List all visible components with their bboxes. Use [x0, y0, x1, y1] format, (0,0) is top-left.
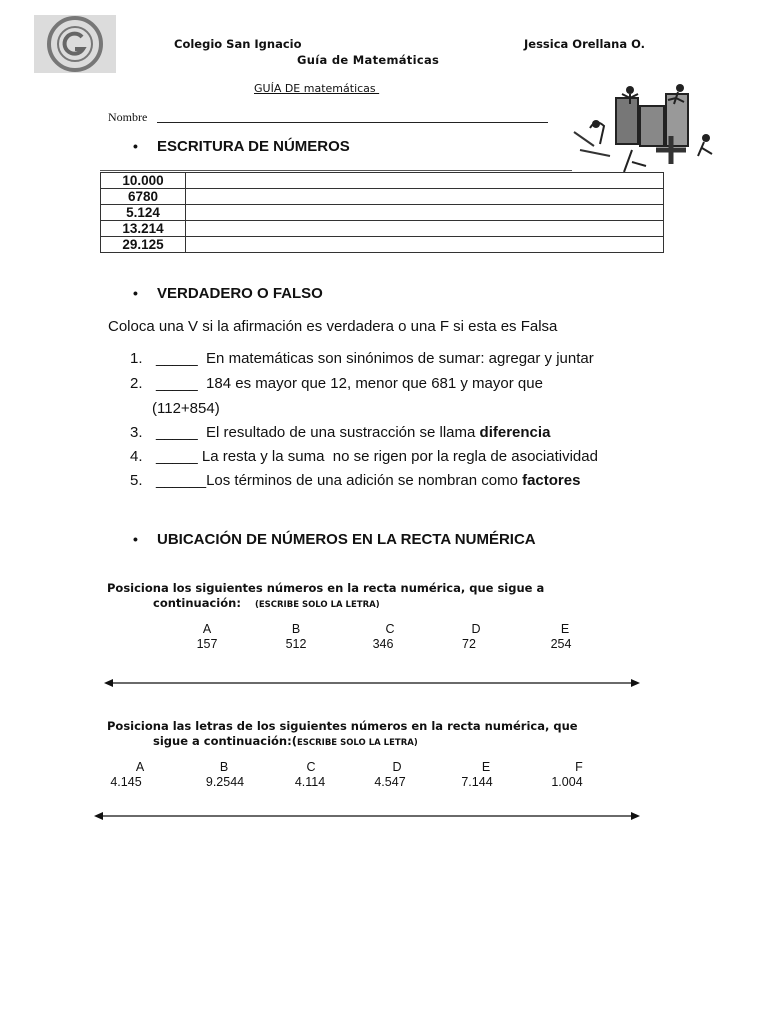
ex1-value: 72 [462, 637, 476, 651]
name-label: Nombre [108, 110, 148, 124]
number-cell: 10.000 [101, 173, 186, 189]
item-bold-word: diferencia [479, 424, 551, 441]
instruction-text: Coloca una V si la afirmación es verdadera o una F si esta es Falsa [108, 318, 558, 335]
ex1-instruction-line2 [153, 596, 380, 610]
number-cell: 5.124 [101, 205, 186, 221]
table-row [101, 173, 664, 189]
ex1-value: 254 [550, 637, 572, 651]
table-row [101, 205, 664, 221]
answer-blank[interactable]: ______ [156, 472, 207, 489]
ex2-value: 7.144 [461, 775, 493, 789]
ex1-letter: B [291, 622, 301, 636]
ex1-letter: C [385, 622, 395, 636]
ex1-value: 512 [285, 637, 307, 651]
ex2-letter: C [306, 760, 316, 774]
item-number: 2. [130, 375, 143, 392]
ex2-letter: A [135, 760, 145, 774]
ex2-value: 1.004 [551, 775, 583, 789]
teacher-name: Jessica Orellana O. [524, 37, 646, 51]
vf-item-5 [130, 472, 580, 489]
answer-blank[interactable]: _____ [156, 375, 198, 392]
page-subtitle: Guía de Matemáticas [297, 53, 440, 67]
table-row [101, 221, 664, 237]
number-line-2 [93, 809, 643, 823]
answer-blank[interactable]: _____ [156, 448, 198, 465]
item-text: El resultado de una sustracción se llama [197, 424, 480, 441]
ex1-value: 346 [372, 637, 394, 651]
ex1-note: (ESCRIBE SOLO LA LETRA) [254, 600, 380, 610]
ex2-value: 4.547 [374, 775, 406, 789]
heading-recta-numerica: • UBICACIÓN DE NÚMEROS EN LA RECTA NUMÉRICA [133, 531, 536, 548]
ex2-note: ESCRIBE SOLO LA LETRA) [296, 738, 418, 748]
divider [100, 170, 572, 171]
vf-item-4 [130, 448, 598, 465]
item-number: 1. [130, 350, 143, 367]
number-cell: 13.214 [101, 221, 186, 237]
answer-blank[interactable]: _____ [156, 350, 198, 367]
item-number: 3. [130, 424, 143, 441]
vf-item-1 [130, 350, 594, 367]
item-text: En matemáticas son sinónimos de sumar: agregar y juntar [197, 350, 594, 367]
table-row [101, 237, 664, 253]
math-figures-illustration [572, 80, 722, 175]
ex1-letter: A [202, 622, 212, 636]
answer-blank[interactable]: _____ [156, 424, 198, 441]
ex1-value: 157 [196, 637, 218, 651]
heading-escritura: • ESCRITURA DE NÚMEROS [133, 138, 350, 155]
ex2-letter: F [575, 760, 583, 774]
ex2-value: 9.2544 [205, 775, 245, 789]
numbers-table [100, 172, 664, 253]
item-number: 4. [130, 448, 143, 465]
ex2-value: 4.114 [294, 775, 326, 789]
heading-verdadero-falso: • VERDADERO O FALSO [133, 285, 323, 302]
answer-cell[interactable] [186, 189, 664, 205]
answer-cell[interactable] [186, 237, 664, 253]
ex2-letter: B [219, 760, 229, 774]
vf-item-2 [130, 375, 543, 392]
item-text: La resta y la suma no se rigen por la regla de asociatividad [197, 448, 598, 465]
ex2-letter: E [481, 760, 491, 774]
ex1-letter: D [471, 622, 481, 636]
ex2-letter: D [392, 760, 402, 774]
ex1-instruction-line1: Posiciona los siguientes números en la recta numérica, que sigue a [107, 581, 545, 595]
name-field-line[interactable] [157, 122, 548, 123]
item-text: 184 es mayor que 12, menor que 681 y mayor que [197, 375, 543, 392]
school-logo [34, 15, 116, 73]
ex2-value: 4.145 [110, 775, 142, 789]
page-title: GUÍA DE matemáticas [254, 82, 380, 95]
number-line-1 [103, 676, 643, 690]
ex2-instruction-text: sigue a continuación:( [153, 734, 297, 748]
item-number: 5. [130, 472, 143, 489]
ex2-instruction-line2 [153, 734, 418, 748]
number-cell: 29.125 [101, 237, 186, 253]
vf-item-3 [130, 424, 550, 441]
ex2-instruction-line1: Posiciona las letras de los siguientes números en la recta numérica, que [107, 719, 578, 733]
ex1-letter: E [560, 622, 570, 636]
school-name: Colegio San Ignacio [174, 37, 302, 51]
answer-cell[interactable] [186, 221, 664, 237]
answer-cell[interactable] [186, 173, 664, 189]
number-cell: 6780 [101, 189, 186, 205]
item-text: Los términos de una adición se nombran como [206, 472, 523, 489]
vf-item-2-continuation: (112+854) [152, 400, 220, 417]
answer-cell[interactable] [186, 205, 664, 221]
table-row [101, 189, 664, 205]
ex1-instruction-text: continuación: [153, 596, 241, 610]
item-bold-word: factores [522, 472, 581, 489]
